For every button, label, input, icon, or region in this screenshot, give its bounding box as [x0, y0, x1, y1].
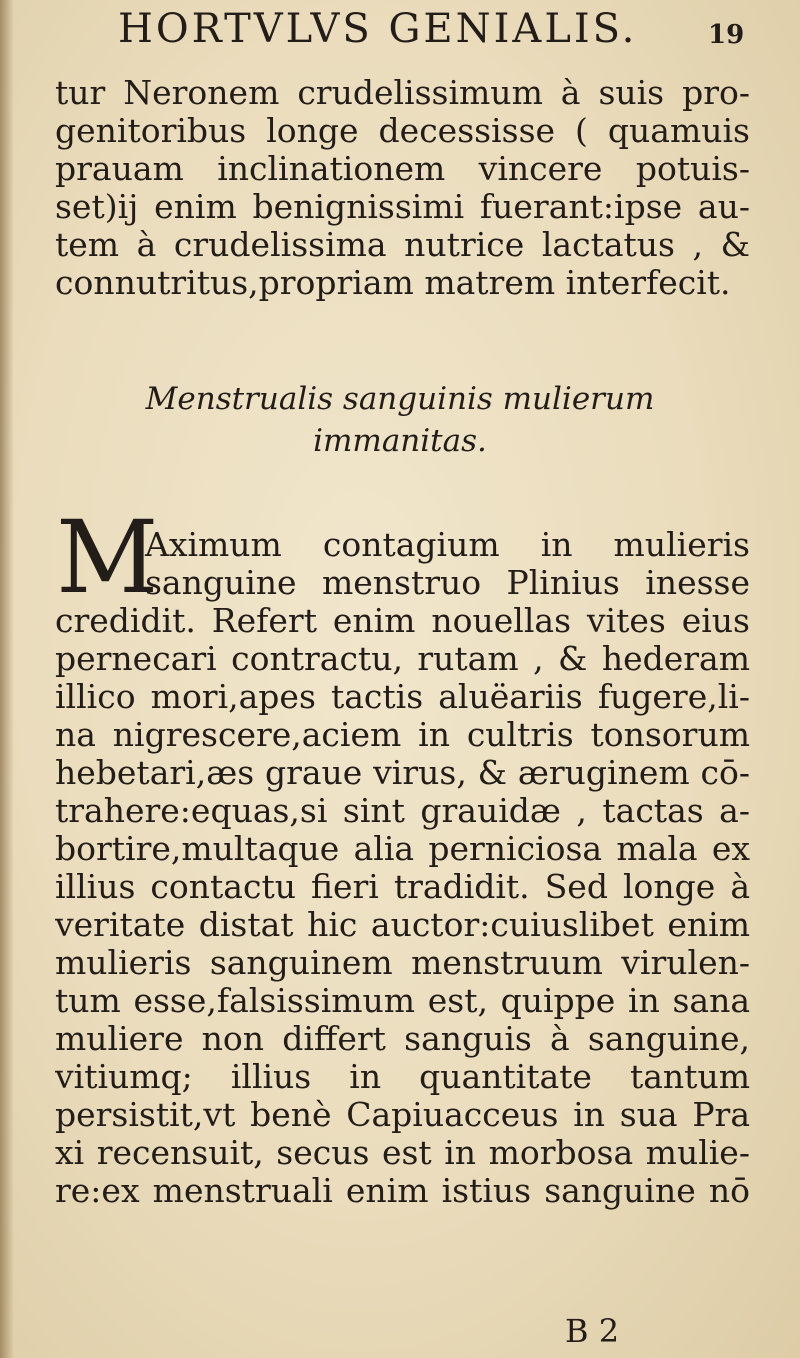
paragraph-2	[55, 526, 750, 1210]
text-line: xi recensuit, secus est in morbosa mulie-	[55, 1134, 750, 1172]
text-line: credidit. Refert enim nouellas vites eius	[55, 602, 750, 640]
section-heading	[80, 378, 720, 462]
text-line: tur Neronem crudelissimum à suis pro-	[55, 74, 750, 112]
text-line: veritate distat hic auctor:cuiuslibet enim	[55, 906, 750, 944]
text-line: mulieris sanguinem menstruum virulen-	[55, 944, 750, 982]
text-line: sanguine menstruo Plinius inesse	[145, 564, 750, 602]
section-heading-line-1: Menstrualis sanguinis mulierum	[145, 381, 655, 417]
text-line: vitiumq; illius in quantitate tantum	[55, 1058, 750, 1096]
page-number: 19	[708, 20, 745, 50]
page-header	[0, 6, 800, 62]
text-line: na nigrescere,aciem in cultris tonsorum	[55, 716, 750, 754]
text-line: trahere:equas,si sint grauidæ , tactas a-	[55, 792, 750, 830]
binding-shadow	[0, 0, 14, 1358]
signature-mark: B 2	[565, 1312, 620, 1350]
text-line: tem à crudelissima nutrice lactatus , &	[55, 226, 750, 264]
drop-capital: M	[56, 499, 159, 616]
text-line: tum esse,falsissimum est, quippe in sana	[55, 982, 750, 1020]
text-line: pernecari contractu, rutam , & hederam	[55, 640, 750, 678]
paragraph-1	[55, 74, 750, 302]
text-line: connutritus,propriam matrem interfecit.	[55, 264, 731, 302]
text-line: muliere non differt sanguis à sanguine,	[55, 1020, 750, 1058]
text-line: prauam inclinationem vincere potuis-	[55, 150, 750, 188]
text-line: persistit,vt benè Capiuacceus in sua Pra	[55, 1096, 750, 1134]
text-line: genitoribus longe decessisse ( quamuis	[55, 112, 750, 150]
text-line: Aximum contagium in mulieris	[145, 526, 750, 564]
running-head: HORTVLVS GENIALIS.	[118, 6, 638, 52]
text-line: bortire,multaque alia perniciosa mala ex	[55, 830, 750, 868]
text-line: set)ij enim benignissimi fuerant:ipse au-	[55, 188, 750, 226]
section-heading-line-2: immanitas.	[313, 423, 487, 459]
text-line: illius contactu fieri tradidit. Sed longe à	[55, 868, 750, 906]
text-line: re:ex menstruali enim istius sanguine nō	[55, 1172, 750, 1210]
text-line: hebetari,æs graue virus, & æruginem cō-	[55, 754, 750, 792]
text-line: illico mori,apes tactis aluëariis fugere,li-	[55, 678, 750, 716]
